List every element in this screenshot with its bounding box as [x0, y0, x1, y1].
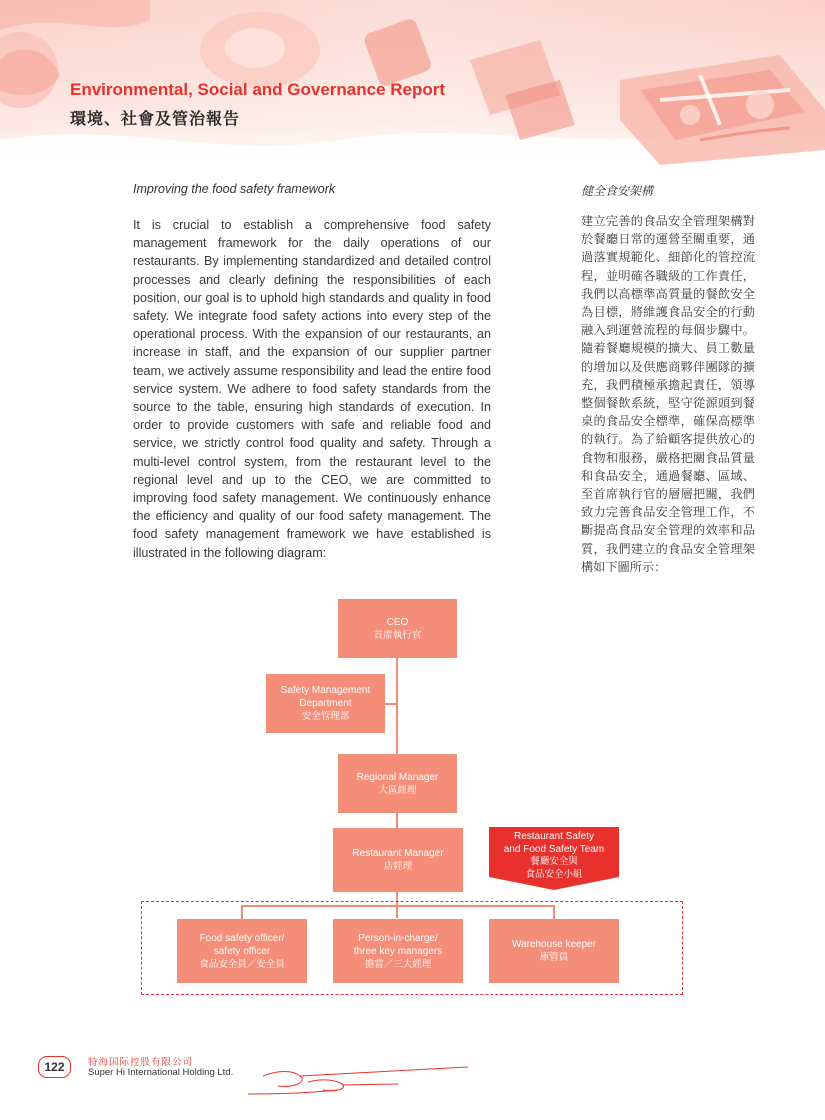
person-in-charge-label-en-2: three key managers [353, 945, 443, 957]
team-label-en-1: Restaurant Safety [513, 831, 595, 842]
food-officer-label-en-2: safety officer [213, 945, 271, 957]
org-box-restaurant-manager [333, 828, 463, 892]
org-box-ceo [338, 599, 457, 658]
company-name-en: Super Hi International Holding Ltd. [88, 1067, 234, 1078]
food-officer-label-zh: 食品安全員／安全員 [199, 958, 285, 970]
page-footer [38, 1054, 478, 1104]
food-officer-label-en-1: Food safety officer/ [199, 932, 285, 944]
regional-label-en: Regional Manager [356, 771, 439, 783]
footer-swirl-decoration [38, 1054, 478, 1104]
safety-dept-label-zh: 安全管理部 [301, 711, 350, 722]
person-in-charge-label-en-1: Person-in-charge/ [358, 932, 438, 944]
safety-dept-label-en-1: Safety Management [280, 685, 371, 696]
connector-safety-dept [385, 703, 398, 705]
header-banner [0, 0, 825, 175]
company-name-zh: 特海国际控股有限公司 [88, 1057, 194, 1068]
section-subtitle-zh: 健全食安架構 [581, 184, 654, 198]
org-box-warehouse-keeper [489, 919, 619, 983]
org-box-safety-team [489, 827, 619, 890]
regional-label-zh: 大區經理 [378, 784, 417, 796]
ceo-label-zh: 首席執行官 [373, 629, 422, 641]
ceo-label-en: CEO [386, 616, 409, 628]
restaurant-label-zh: 店經理 [383, 861, 413, 872]
person-in-charge-label-zh: 擔當／三大經理 [364, 958, 432, 970]
safety-dept-label-en-2: Department [299, 698, 352, 709]
section-subtitle-en: Improving the food safety framework [133, 182, 336, 196]
org-box-safety-department [266, 674, 385, 733]
warehouse-label-en: Warehouse keeper [511, 939, 597, 950]
team-label-en-2: and Food Safety Team [503, 843, 605, 855]
team-label-zh-2: 食品安全小組 [525, 868, 583, 880]
team-label-zh-1: 餐廳安全與 [530, 856, 578, 867]
body-text-en: It is crucial to establish a comprehensive food safety management framework for the daily operations of our restaurants. By implementing standardized and detailed control processes and clearly defining the responsibilities of each position, our goal is to uphold high standards and quality in food safety. We integrate food safety actions into every step of the operational process. With the expansion of our restaurants, an increase in staff, and the expansion of our supplier partner team, we actively assume responsibility and lead the entire food service system. We adhere to food safety standards from the source to the table, ensuring high standards of execution. In order to provide customers with safe and reliable food and service, we strictly control food quality and safety. Through a multi-level control system, from the restaurant level to the regional level and up to the CEO, we are committed to improving food safety management. We continuously enhance the efficiency and quality of our food safety management. The food safety management framework we have established is illustrated in the following diagram: [133, 218, 491, 560]
report-title-zh: 環境、社會及管治報告 [70, 109, 241, 128]
org-box-person-in-charge [333, 919, 463, 983]
page-number: 122 [38, 1056, 71, 1078]
restaurant-label-en: Restaurant Manager [352, 848, 444, 859]
warehouse-label-zh: 庫管員 [539, 952, 569, 963]
org-box-regional-manager [338, 754, 457, 813]
org-box-food-safety-officer [177, 919, 307, 983]
body-text-zh: 建立完善的食品安全管理架構對於餐廳日常的運營至關重要，通過落實規範化、細節化的管控流程，並明確各職級的工作責任，我們以高標準高質量的餐飲安全為目標，將維護食品安全的行動融入到運營流程的每個步驟中。隨着餐廳規模的擴大、員工數量的增加以及供應商夥伴團隊的擴充，我們積極承擔起責任，領導整個餐飲系統，堅守從源頭到餐桌的食品安全標準，確保高標準的執行。為了給顧客提供放心的食物和服務，嚴格把關食品質量和食品安全，通過餐廳、區域、至首席執行官的層層把關，我們致力完善食品安全管理工作，不斷提高食品安全管理的效率和品質，我們建立的食品安全管理架構如下圖所示： [581, 214, 755, 574]
report-title-en: Environmental, Social and Governance Report [70, 80, 446, 99]
